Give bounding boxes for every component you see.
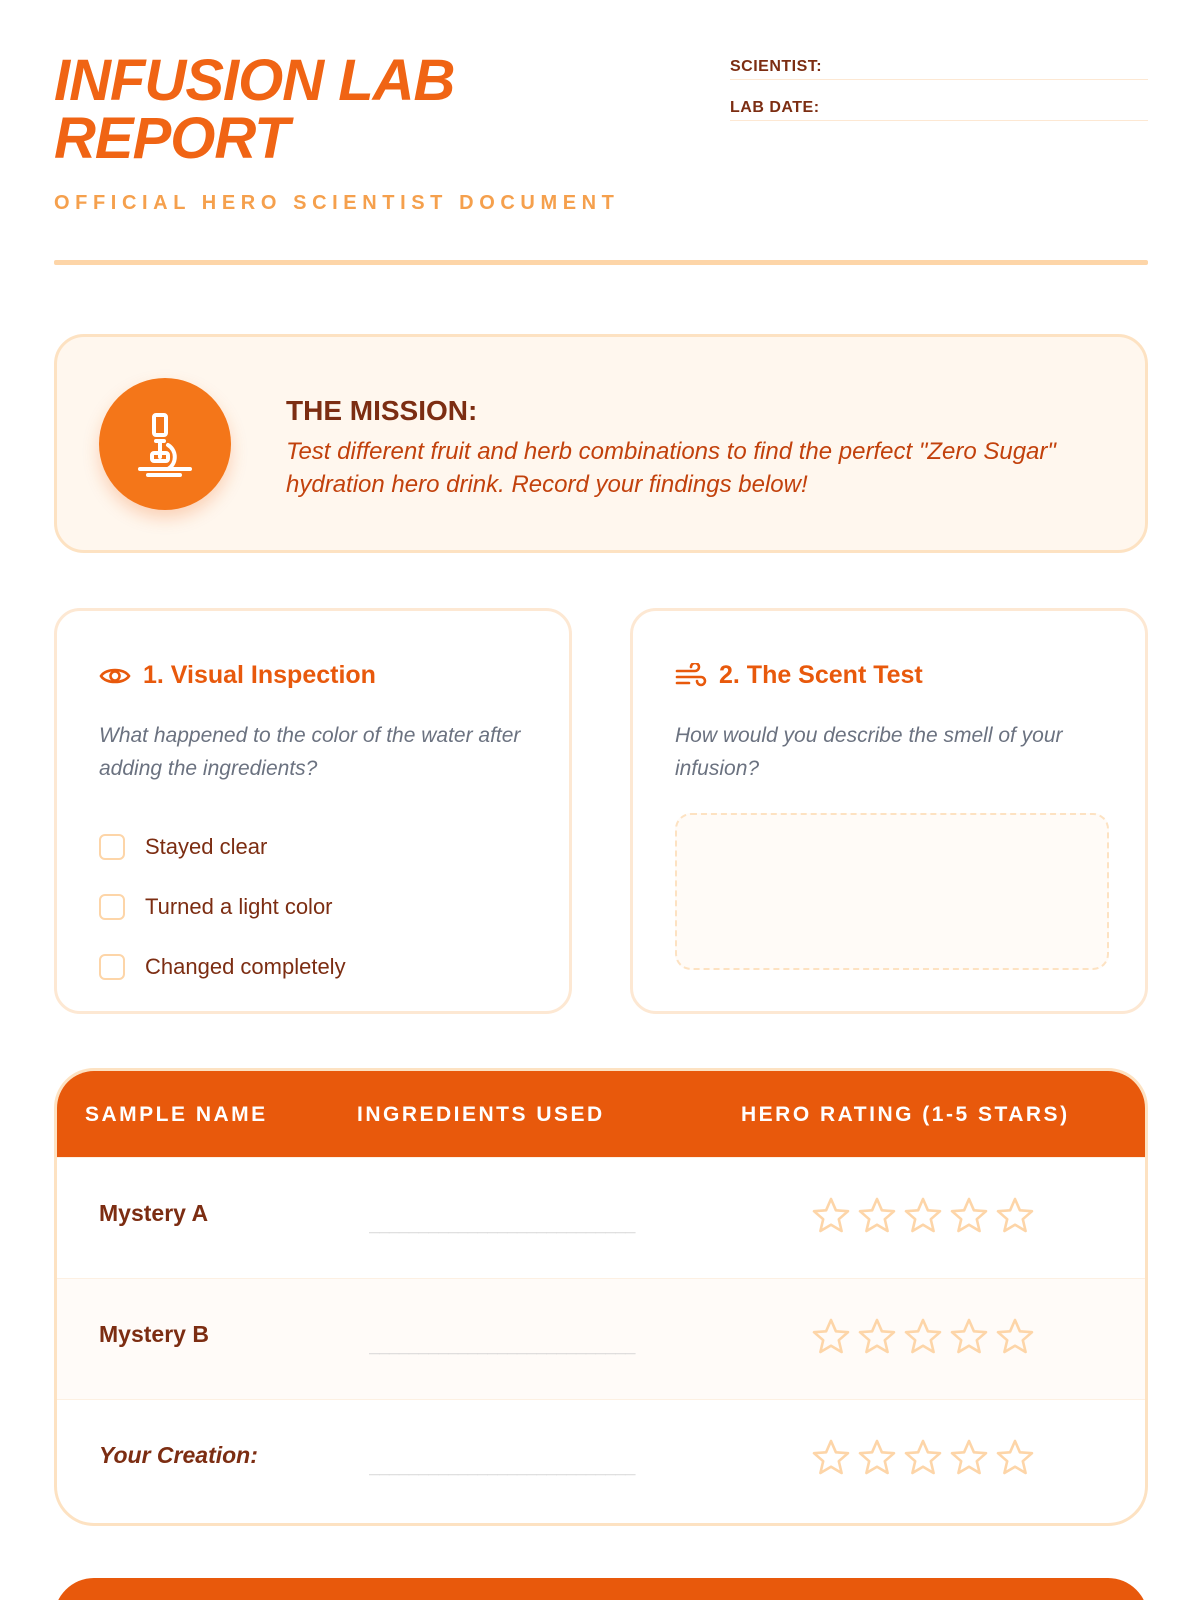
visual-inspection-header (99, 661, 376, 690)
star-rating[interactable] (811, 1196, 1035, 1236)
option-light-color[interactable] (99, 877, 346, 937)
star-rating[interactable] (811, 1317, 1035, 1357)
mission-title: THE MISSION: (286, 395, 478, 426)
checkbox[interactable] (99, 894, 125, 920)
page-title: INFUSION LAB REPORT (54, 48, 455, 171)
scent-test-question: How would you describe the smell of your infusion? (675, 724, 1063, 780)
scent-test-header (675, 661, 923, 690)
header-divider (54, 260, 1148, 265)
report-header (54, 48, 1148, 267)
ingredients-blank[interactable]: ___________________________ (369, 1455, 635, 1476)
samples-table (54, 1068, 1148, 1526)
mission-text: Test different fruit and herb combinations to find the perfect "Zero Sugar" hydration hero drink. Record your findings below! (286, 438, 1056, 498)
star-icon[interactable] (811, 1438, 851, 1478)
star-icon[interactable] (811, 1196, 851, 1236)
table-row (57, 1157, 1148, 1278)
star-icon[interactable] (949, 1196, 989, 1236)
column-rating: HERO RATING (1-5 STARS) (741, 1103, 1070, 1126)
wind-icon (675, 663, 707, 689)
option-changed-completely[interactable] (99, 937, 346, 997)
lab-date-label: LAB DATE: (730, 99, 820, 116)
star-icon[interactable] (903, 1196, 943, 1236)
scientist-label: SCIENTIST: (730, 58, 823, 75)
mission-panel (54, 334, 1148, 553)
star-icon[interactable] (903, 1438, 943, 1478)
visual-inspection-card (54, 608, 572, 1014)
star-icon[interactable] (995, 1196, 1035, 1236)
color-options (99, 817, 346, 997)
option-label: Stayed clear (145, 834, 268, 859)
table-row (57, 1278, 1148, 1399)
visual-inspection-title: 1. Visual Inspection (143, 661, 376, 689)
footer-bar (54, 1578, 1148, 1600)
star-rating[interactable] (811, 1438, 1035, 1478)
star-icon[interactable] (857, 1438, 897, 1478)
star-icon[interactable] (995, 1438, 1035, 1478)
checkbox[interactable] (99, 954, 125, 980)
ingredients-blank[interactable]: ___________________________ (369, 1213, 635, 1234)
sample-name: Mystery B (99, 1321, 209, 1347)
scent-test-card (630, 608, 1148, 1014)
star-icon[interactable] (857, 1317, 897, 1357)
star-icon[interactable] (995, 1317, 1035, 1357)
star-icon[interactable] (903, 1317, 943, 1357)
checkbox[interactable] (99, 834, 125, 860)
visual-inspection-question: What happened to the color of the water after adding the ingredients? (99, 724, 521, 780)
lab-date-field[interactable] (730, 97, 1148, 121)
meta-fields (730, 56, 1148, 138)
star-icon[interactable] (949, 1438, 989, 1478)
sample-name: Your Creation: (99, 1442, 258, 1468)
sample-name: Mystery A (99, 1200, 209, 1226)
column-sample-name: SAMPLE NAME (85, 1103, 268, 1126)
page-subtitle: OFFICIAL HERO SCIENTIST DOCUMENT (54, 192, 620, 214)
column-ingredients: INGREDIENTS USED (357, 1103, 605, 1126)
scientist-field[interactable] (730, 56, 1148, 80)
table-header (57, 1071, 1145, 1157)
star-icon[interactable] (811, 1317, 851, 1357)
option-stayed-clear[interactable] (99, 817, 346, 877)
table-row (57, 1399, 1148, 1520)
star-icon[interactable] (857, 1196, 897, 1236)
eye-icon (99, 665, 131, 687)
option-label: Changed completely (145, 954, 346, 979)
scent-answer-box[interactable] (675, 813, 1109, 970)
ingredients-blank[interactable]: ___________________________ (369, 1334, 635, 1355)
option-label: Turned a light color (145, 894, 333, 919)
microscope-icon (99, 378, 231, 510)
star-icon[interactable] (949, 1317, 989, 1357)
scent-test-title: 2. The Scent Test (719, 661, 923, 689)
